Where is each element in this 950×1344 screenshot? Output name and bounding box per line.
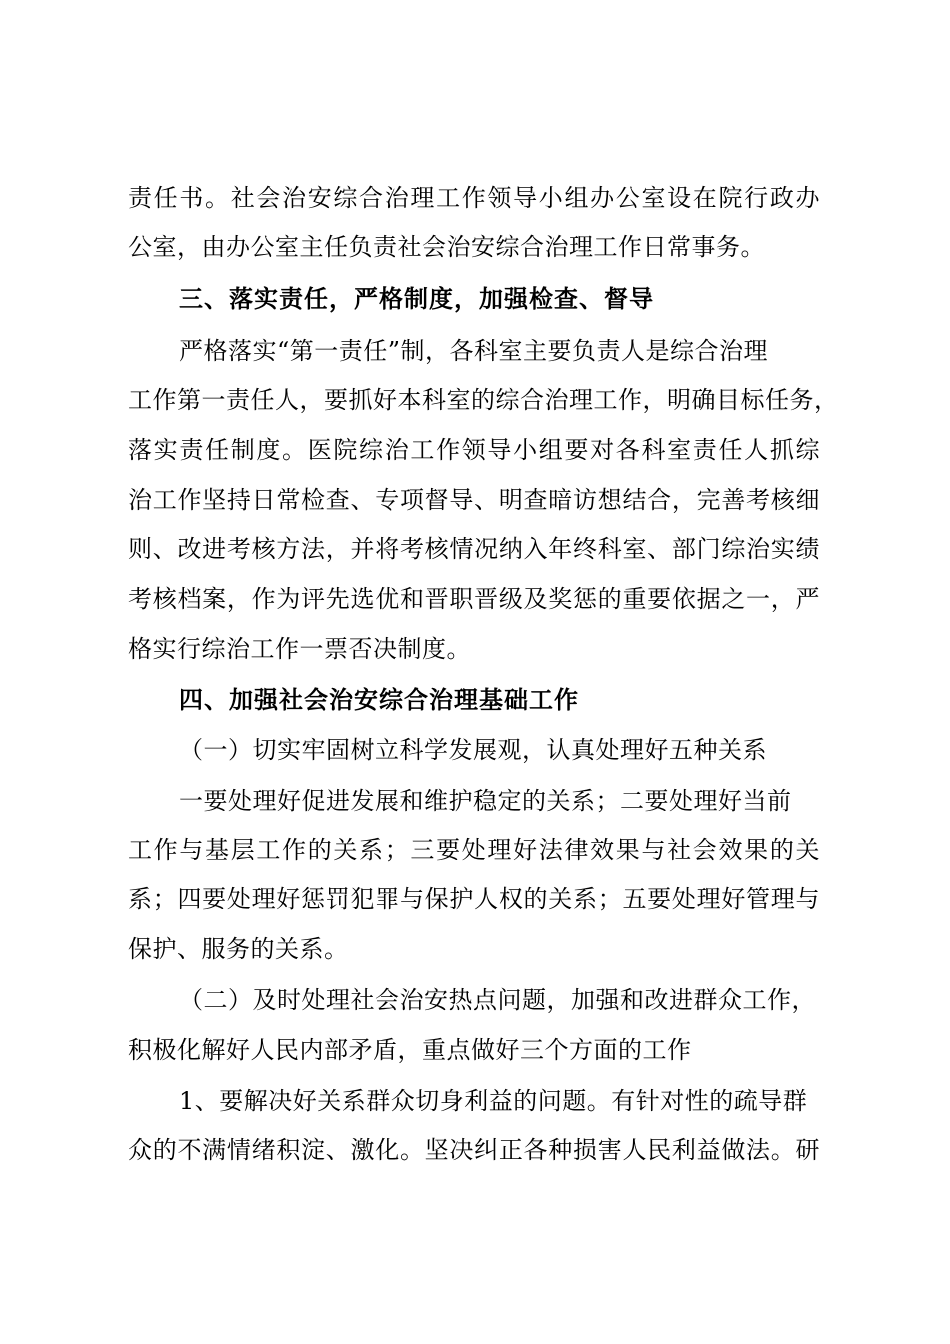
body-text-line: 考核档案，作为评先选优和晋职晋级及奖惩的重要依据之一，严 [128, 585, 820, 613]
section-heading-3: 三、落实责任，严格制度，加强检查、督导 [179, 285, 654, 313]
body-text-line: 一要处理好促进发展和维护稳定的关系；二要处理好当前 [179, 787, 792, 815]
body-text-line: 系；四要处理好惩罚犯罪与保护人权的关系；五要处理好管理与 [128, 885, 820, 913]
body-text-line: 公室，由办公室主任负责社会治安综合治理工作日常事务。 [128, 233, 765, 261]
body-text-line: 工作与基层工作的关系；三要处理好法律效果与社会效果的关 [128, 836, 820, 864]
body-text-line: 众的不满情绪积淀、激化。坚决纠正各种损害人民利益做法。研 [128, 1136, 820, 1164]
body-text-line: 责任书。社会治安综合治理工作领导小组办公室设在院行政办 [128, 184, 820, 212]
body-text-line: 保护、服务的关系。 [128, 935, 349, 963]
body-text-line: 落实责任制度。医院综治工作领导小组要对各科室责任人抓综 [128, 436, 820, 464]
body-text-line: 1、要解决好关系群众切身利益的问题。有针对性的疏导群 [179, 1087, 808, 1115]
section-heading-4: 四、加强社会治安综合治理基础工作 [179, 686, 579, 714]
subsection-heading-2-continued: 积极化解好人民内部矛盾，重点做好三个方面的工作 [128, 1036, 692, 1064]
body-text-line: 则、改进考核方法，并将考核情况纳入年终科室、部门综治实绩 [128, 535, 820, 563]
body-text-line: 治工作坚持日常检查、专项督导、明查暗访想结合，完善考核细 [128, 486, 820, 514]
body-text-line: 严格落实“第一责任”制，各科室主要负责人是综合治理 [179, 337, 769, 365]
body-text-line: 工作第一责任人，要抓好本科室的综合治理工作，明确目标任务， [128, 386, 839, 414]
subsection-heading-2: （二）及时处理社会治安热点问题，加强和改进群众工作， [179, 986, 816, 1014]
body-text-line: 格实行综治工作一票否决制度。 [128, 635, 471, 663]
subsection-heading-1: （一）切实牢固树立科学发展观，认真处理好五种关系 [179, 736, 767, 764]
